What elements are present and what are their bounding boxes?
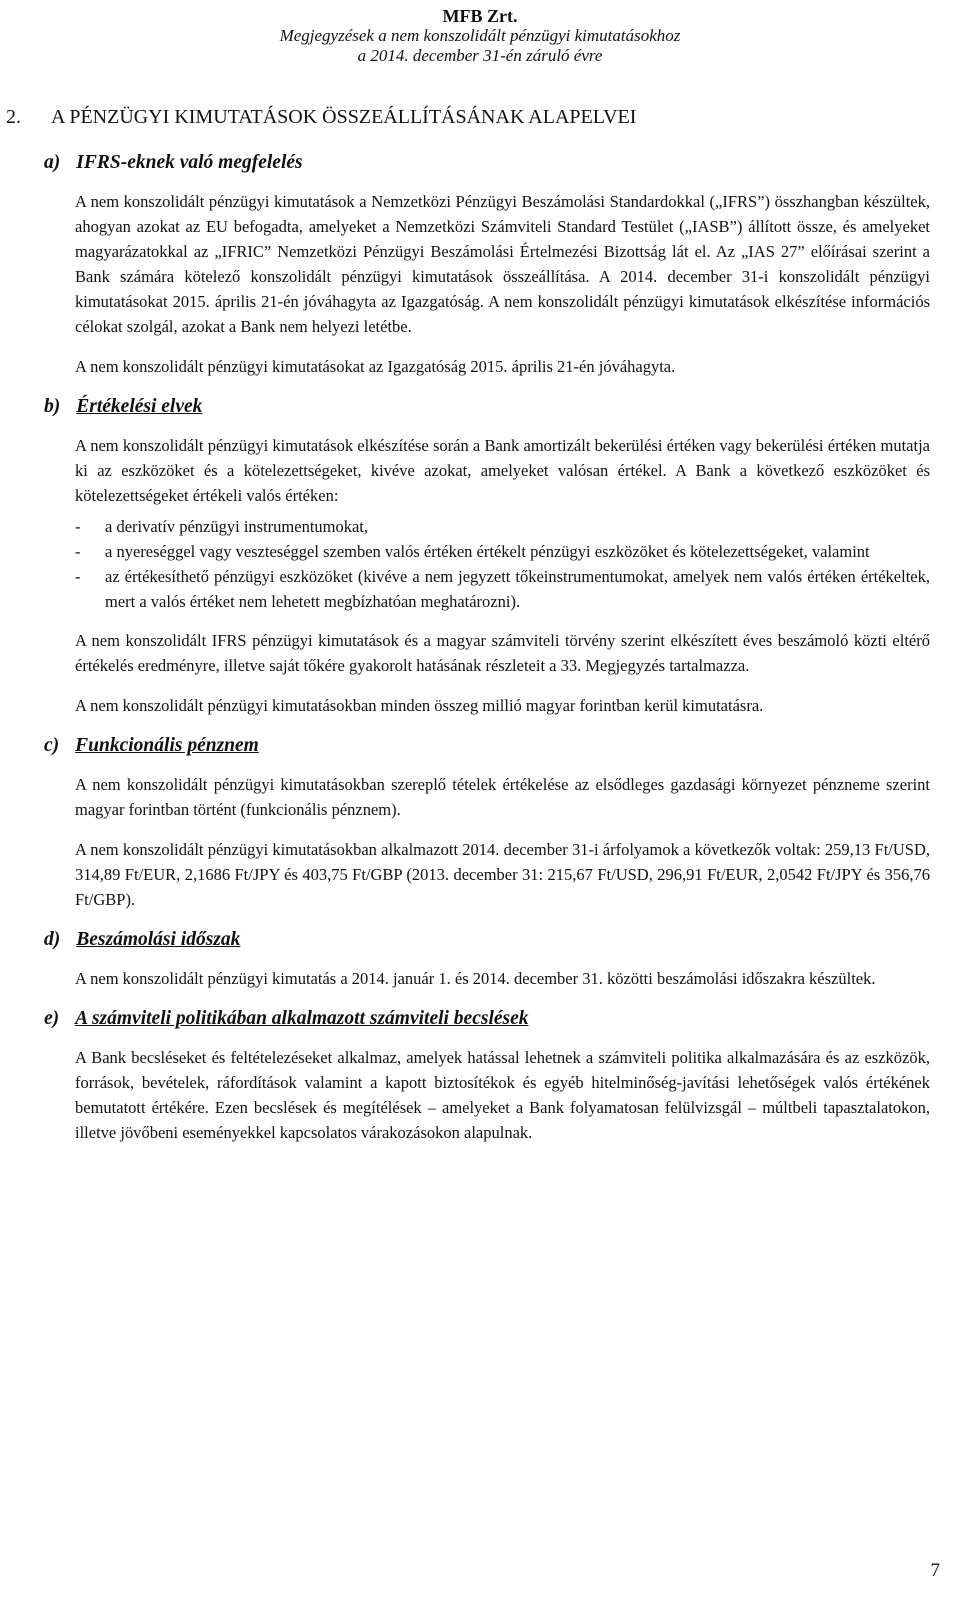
subheading-title: Beszámolási időszak xyxy=(76,929,241,950)
section-number: 2. xyxy=(6,106,21,128)
paragraph: A nem konszolidált pénzügyi kimutatásokat az Igazgatóság 2015. április 21-én jóváhagyta. xyxy=(75,357,676,376)
page-number: 7 xyxy=(930,1560,940,1581)
subheading-title: Értékelési elvek xyxy=(76,396,203,417)
paragraph: A nem konszolidált pénzügyi kimutatások elkészítése során a Bank amortizált bekerülési értéken vagy bekerülési értéken mutatja ki az eszközöket és a kötelezettségeket, kivéve azokat, amelyeket valósan értékel. A Bank a következő eszközöket és kötelezettségeket értékeli valós értéken: xyxy=(75,436,930,505)
header-subtitle-line1: Megjegyzések a nem konszolidált pénzügyi kimutatásokhoz xyxy=(279,26,681,45)
subheading-c xyxy=(44,733,930,758)
paragraph: A nem konszolidált pénzügyi kimutatásokban minden összeg millió magyar forintban kerül kimutatásra. xyxy=(75,696,764,715)
subheading-d xyxy=(44,927,930,952)
subheading-title: A számviteli politikában alkalmazott számviteli becslések xyxy=(75,1008,529,1029)
subheading-e xyxy=(44,1006,930,1031)
page-header xyxy=(0,6,960,66)
list-item: - az értékesíthető pénzügyi eszközöket (kivéve a nem jegyzett tőkeinstrumentumokat, amelyek nem valós értéken értékeltek, mert a valós értéket nem lehetett megbízhatóan meghatározni). xyxy=(75,567,930,611)
bullet-list xyxy=(75,514,930,614)
paragraph: A nem konszolidált pénzügyi kimutatásokban szereplő tételek értékelése az elsődleges gazdasági környezet pénzneme szerint magyar forintban történt (funkcionális pénznem). xyxy=(75,775,930,819)
paragraph: A nem konszolidált pénzügyi kimutatás a 2014. január 1. és 2014. december 31. közötti beszámolási időszakra készültek. xyxy=(75,969,876,988)
subheading-letter: d) xyxy=(44,929,61,950)
subheading-b xyxy=(44,394,930,419)
subheading-a xyxy=(44,150,930,175)
subheading-title: Funkcionális pénznem xyxy=(75,735,259,756)
paragraph: A nem konszolidált pénzügyi kimutatásokban alkalmazott 2014. december 31-i árfolyamok a következők voltak: 259,13 Ft/USD, 314,89 Ft/EUR, 2,1686 Ft/JPY és 403,75 Ft/GBP (2013. december 31: 215,67 Ft/USD, 296,91 Ft/EUR, 2,0542 Ft/JPY és 356,76 Ft/GBP). xyxy=(75,840,930,909)
header-subtitle-line2: a 2014. december 31-én záruló évre xyxy=(357,46,603,65)
section-title: A PÉNZÜGYI KIMUTATÁSOK ÖSSZEÁLLÍTÁSÁNAK ALAPELVEI xyxy=(51,106,637,128)
subheading-letter: b) xyxy=(44,396,61,417)
paragraph: A Bank becsléseket és feltételezéseket alkalmaz, amelyek hatással lehetnek a számviteli politika alkalmazására és az eszközök, források, bevételek, ráfordítások valamint a kapott biztosítékok és egyéb hitelminőség-javítási lehetőségek valós értékének bemutatott értékére. Ezen becslések és megítélések – amelyeket a Bank folyamatosan felülvizsgál – múltbeli tapasztalatokon, illetve jövőbeni eseményekkel kapcsolatos várakozásokon alapulnak. xyxy=(75,1048,930,1142)
document-body xyxy=(30,150,930,1160)
company-name: MFB Zrt. xyxy=(442,6,518,26)
paragraph: A nem konszolidált pénzügyi kimutatások a Nemzetközi Pénzügyi Beszámolási Standardokkal („IFRS”) összhangban készültek, ahogyan azokat az EU befogadta, amelyeket a Nemzetközi Számviteli Standard Testület („IASB”) állított össze, és amelyeket magyarázatokkal az „IFRIC” Nemzetközi Pénzügyi Beszámolási Értelmezési Bizottság lát el. Az „IAS 27” előírásai szerint a Bank számára kötelező konszolidált pénzügyi kimutatások összeállítása. A 2014. december 31-i konszolidált pénzügyi kimutatásokat 2015. április 21-én jóváhagyta az Igazgatóság. A nem konszolidált pénzügyi kimutatások elkészítése információs célokat szolgál, azokat a Bank nem helyezi letétbe. xyxy=(75,192,930,336)
subheading-letter: c) xyxy=(44,735,60,756)
subheading-title: IFRS-eknek való megfelelés xyxy=(76,152,303,173)
list-item: - a nyereséggel vagy veszteséggel szemben valós értéken értékelt pénzügyi eszközöket és kötelezettségeket, valamint xyxy=(75,542,870,561)
subheading-letter: e) xyxy=(44,1008,60,1029)
list-item: - a derivatív pénzügyi instrumentumokat, xyxy=(75,517,369,536)
section-heading xyxy=(6,106,636,129)
subheading-letter: a) xyxy=(44,152,61,173)
paragraph: A nem konszolidált IFRS pénzügyi kimutatások és a magyar számviteli törvény szerint elkészített éves beszámoló közti eltérő értékelés eredményre, illetve saját tőkére gyakorolt hatásának részleteit a 33. Megjegyzés tartalmazza. xyxy=(75,631,930,675)
